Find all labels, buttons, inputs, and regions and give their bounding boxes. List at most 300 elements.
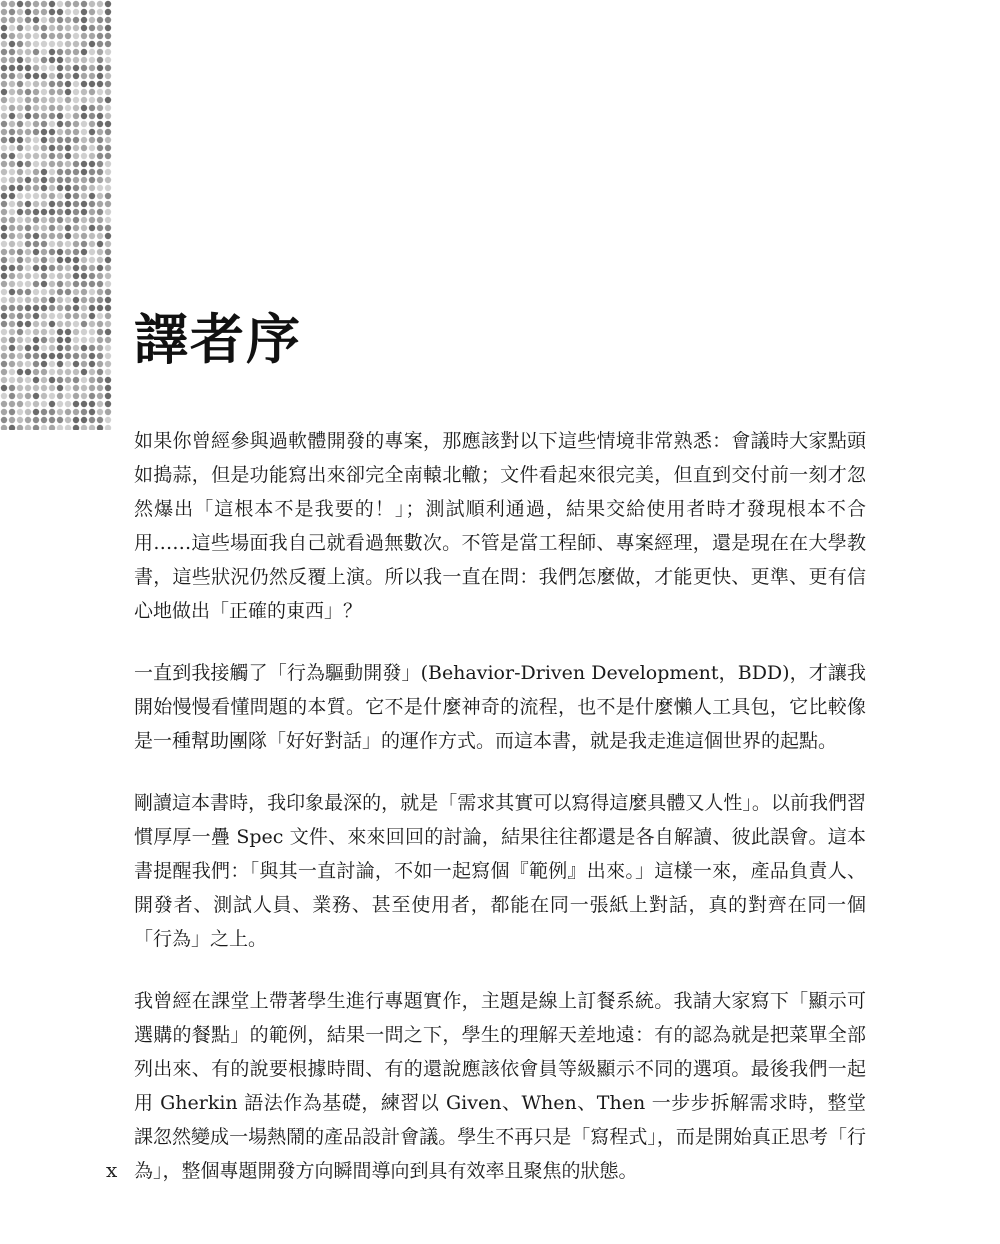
pattern-dot xyxy=(57,193,63,199)
pattern-dot xyxy=(49,209,55,215)
pattern-dot xyxy=(33,129,39,135)
pattern-dot xyxy=(33,9,39,15)
pattern-dot xyxy=(89,25,95,31)
pattern-dot xyxy=(41,145,47,151)
pattern-dot xyxy=(105,177,111,183)
pattern-dot xyxy=(17,209,23,215)
pattern-dot xyxy=(73,241,79,247)
pattern-dot xyxy=(73,49,79,55)
pattern-dot xyxy=(89,281,95,287)
pattern-dot xyxy=(41,329,47,335)
pattern-dot xyxy=(89,193,95,199)
pattern-dot xyxy=(25,25,31,31)
pattern-dot xyxy=(41,337,47,343)
pattern-dot xyxy=(49,217,55,223)
pattern-dot xyxy=(65,329,71,335)
pattern-dot xyxy=(17,409,23,415)
pattern-dot xyxy=(57,25,63,31)
pattern-dot xyxy=(17,401,23,407)
pattern-dot xyxy=(105,265,111,271)
pattern-dot xyxy=(41,401,47,407)
pattern-dot xyxy=(49,337,55,343)
pattern-dot xyxy=(57,313,63,319)
pattern-dot xyxy=(105,145,111,151)
pattern-dot xyxy=(65,257,71,263)
pattern-dot xyxy=(1,137,7,143)
pattern-dot xyxy=(81,1,87,7)
pattern-dot xyxy=(1,17,7,23)
pattern-dot xyxy=(65,9,71,15)
pattern-dot xyxy=(1,233,7,239)
pattern-dot xyxy=(33,145,39,151)
pattern-dot xyxy=(105,153,111,159)
pattern-dot xyxy=(1,73,7,79)
pattern-dot xyxy=(49,33,55,39)
pattern-dot xyxy=(49,145,55,151)
pattern-dot xyxy=(81,185,87,191)
pattern-dot xyxy=(73,73,79,79)
pattern-dot xyxy=(33,209,39,215)
pattern-dot xyxy=(73,89,79,95)
pattern-dot xyxy=(9,345,15,351)
pattern-dot xyxy=(33,409,39,415)
pattern-dot xyxy=(97,241,103,247)
pattern-dot xyxy=(1,313,7,319)
pattern-dot xyxy=(33,361,39,367)
pattern-dot xyxy=(33,57,39,63)
pattern-dot xyxy=(81,129,87,135)
pattern-dot xyxy=(65,417,71,423)
pattern-dot xyxy=(33,353,39,359)
pattern-dot xyxy=(57,409,63,415)
pattern-dot xyxy=(97,329,103,335)
pattern-dot xyxy=(89,209,95,215)
pattern-dot xyxy=(17,17,23,23)
pattern-dot xyxy=(1,65,7,71)
pattern-dot xyxy=(33,33,39,39)
pattern-dot xyxy=(89,385,95,391)
pattern-dot xyxy=(57,177,63,183)
pattern-dot xyxy=(17,265,23,271)
pattern-dot xyxy=(17,129,23,135)
pattern-dot xyxy=(57,201,63,207)
pattern-dot xyxy=(25,49,31,55)
pattern-dot xyxy=(89,33,95,39)
pattern-dot xyxy=(97,425,103,430)
pattern-dot xyxy=(105,73,111,79)
pattern-dot xyxy=(89,73,95,79)
pattern-dot xyxy=(33,273,39,279)
pattern-dot xyxy=(25,289,31,295)
pattern-dot xyxy=(41,273,47,279)
pattern-dot xyxy=(17,353,23,359)
pattern-dot xyxy=(17,73,23,79)
pattern-dot xyxy=(9,417,15,423)
pattern-dot xyxy=(81,385,87,391)
pattern-dot xyxy=(41,89,47,95)
pattern-dot xyxy=(89,177,95,183)
pattern-dot xyxy=(41,57,47,63)
pattern-dot xyxy=(65,41,71,47)
pattern-dot xyxy=(41,25,47,31)
pattern-dot xyxy=(97,33,103,39)
pattern-dot xyxy=(25,97,31,103)
pattern-dot xyxy=(1,169,7,175)
pattern-dot xyxy=(49,313,55,319)
pattern-dot xyxy=(33,113,39,119)
pattern-dot xyxy=(65,233,71,239)
pattern-dot xyxy=(73,345,79,351)
pattern-dot xyxy=(49,65,55,71)
pattern-dot xyxy=(17,9,23,15)
pattern-dot xyxy=(89,153,95,159)
pattern-dot xyxy=(9,121,15,127)
pattern-dot xyxy=(65,73,71,79)
pattern-dot xyxy=(65,193,71,199)
pattern-dot xyxy=(41,385,47,391)
pattern-dot xyxy=(89,417,95,423)
pattern-dot xyxy=(25,33,31,39)
paragraph-4: 我曾經在課堂上帶著學生進行專題實作，主題是線上訂餐系統。我請大家寫下「顯示可選購的餐點」的範例，結果一問之下，學生的理解天差地遠：有的認為就是把菜單全部列出來、有的說要根據時間、有的還說應該依會員等級顯示不同的選項。最後我們一起用 Gherkin 語法作為基礎，練習以 Given、When、Then 一步步拆解需求時，整堂課忽然變成一場熱鬧的產品設計會議。學生不再只是「寫程式」，而是開始真正思考「行為」，整個專題開發方向瞬間導向到具有效率且聚焦的狀態。 xyxy=(134,990,866,1182)
pattern-dot xyxy=(9,89,15,95)
pattern-dot xyxy=(25,57,31,63)
pattern-dot xyxy=(49,425,55,430)
pattern-dot xyxy=(73,145,79,151)
pattern-dot xyxy=(65,249,71,255)
pattern-dot xyxy=(17,89,23,95)
pattern-dot xyxy=(41,425,47,430)
pattern-dot xyxy=(49,345,55,351)
pattern-dot xyxy=(17,417,23,423)
pattern-dot xyxy=(1,121,7,127)
pattern-dot xyxy=(65,385,71,391)
pattern-dot xyxy=(25,353,31,359)
pattern-dot xyxy=(81,233,87,239)
pattern-dot xyxy=(9,257,15,263)
pattern-dot xyxy=(25,145,31,151)
pattern-dot xyxy=(25,305,31,311)
pattern-dot xyxy=(89,401,95,407)
pattern-dot xyxy=(9,313,15,319)
pattern-dot xyxy=(49,305,55,311)
pattern-dot xyxy=(105,313,111,319)
pattern-dot xyxy=(81,329,87,335)
pattern-dot xyxy=(1,129,7,135)
pattern-dot xyxy=(33,65,39,71)
pattern-dot xyxy=(17,201,23,207)
body-text xyxy=(134,424,866,1216)
pattern-dot xyxy=(41,33,47,39)
pattern-dot xyxy=(73,153,79,159)
pattern-dot xyxy=(9,177,15,183)
pattern-dot xyxy=(73,337,79,343)
pattern-dot xyxy=(1,281,7,287)
pattern-dot xyxy=(57,249,63,255)
pattern-dot xyxy=(9,25,15,31)
pattern-dot xyxy=(17,321,23,327)
pattern-dot xyxy=(1,57,7,63)
pattern-dot xyxy=(1,369,7,375)
pattern-dot xyxy=(73,257,79,263)
pattern-dot xyxy=(49,177,55,183)
pattern-dot xyxy=(25,417,31,423)
pattern-dot xyxy=(17,281,23,287)
pattern-dot xyxy=(41,17,47,23)
pattern-dot xyxy=(65,153,71,159)
pattern-dot xyxy=(89,185,95,191)
pattern-dot xyxy=(97,345,103,351)
pattern-dot xyxy=(81,169,87,175)
pattern-dot xyxy=(65,321,71,327)
pattern-dot xyxy=(25,1,31,7)
pattern-dot xyxy=(41,137,47,143)
pattern-dot xyxy=(41,161,47,167)
pattern-dot xyxy=(65,409,71,415)
pattern-dot xyxy=(73,377,79,383)
pattern-dot xyxy=(73,105,79,111)
pattern-dot xyxy=(9,217,15,223)
pattern-dot xyxy=(49,49,55,55)
pattern-dot xyxy=(97,121,103,127)
pattern-dot xyxy=(33,369,39,375)
pattern-dot xyxy=(57,273,63,279)
pattern-dot xyxy=(49,57,55,63)
pattern-dot xyxy=(41,265,47,271)
pattern-dot xyxy=(33,177,39,183)
pattern-dot xyxy=(33,225,39,231)
pattern-dot xyxy=(97,393,103,399)
pattern-dot xyxy=(17,297,23,303)
pattern-dot xyxy=(49,1,55,7)
pattern-dot xyxy=(73,233,79,239)
pattern-dot xyxy=(49,273,55,279)
pattern-dot xyxy=(81,393,87,399)
pattern-dot xyxy=(97,257,103,263)
pattern-dot xyxy=(17,97,23,103)
pattern-dot xyxy=(33,241,39,247)
pattern-dot xyxy=(97,185,103,191)
pattern-dot xyxy=(89,17,95,23)
pattern-dot xyxy=(89,409,95,415)
pattern-dot xyxy=(89,297,95,303)
pattern-dot xyxy=(1,185,7,191)
pattern-dot xyxy=(97,289,103,295)
pattern-dot xyxy=(97,105,103,111)
pattern-dot xyxy=(49,377,55,383)
pattern-dot xyxy=(73,289,79,295)
pattern-dot xyxy=(105,89,111,95)
pattern-dot xyxy=(25,153,31,159)
pattern-dot xyxy=(65,345,71,351)
pattern-dot xyxy=(57,281,63,287)
pattern-dot xyxy=(25,41,31,47)
pattern-dot xyxy=(17,273,23,279)
pattern-dot xyxy=(73,217,79,223)
pattern-dot xyxy=(9,377,15,383)
pattern-dot xyxy=(81,241,87,247)
pattern-dot xyxy=(57,401,63,407)
pattern-dot xyxy=(97,81,103,87)
pattern-dot xyxy=(17,217,23,223)
pattern-dot xyxy=(105,65,111,71)
pattern-dot xyxy=(1,249,7,255)
pattern-dot xyxy=(49,193,55,199)
pattern-dot xyxy=(41,193,47,199)
pattern-dot xyxy=(9,393,15,399)
pattern-dot xyxy=(73,393,79,399)
pattern-dot xyxy=(41,249,47,255)
pattern-dot xyxy=(25,329,31,335)
pattern-dot xyxy=(89,41,95,47)
pattern-dot xyxy=(105,225,111,231)
pattern-dot xyxy=(25,65,31,71)
pattern-dot xyxy=(73,137,79,143)
pattern-dot xyxy=(9,73,15,79)
pattern-dot xyxy=(1,417,7,423)
pattern-dot xyxy=(57,81,63,87)
pattern-dot xyxy=(9,233,15,239)
paragraph-1: 如果你曾經參與過軟體開發的專案，那應該對以下這些情境非常熟悉：會議時大家點頭如搗蒜，但是功能寫出來卻完全南轅北轍；文件看起來很完美，但直到交付前一刻才忽然爆出「這根本不是我要的！」；測試順利通過，結果交給使用者時才發現根本不合用……這些場面我自己就看過無數次。不管是當工程師、專案經理，還是現在在大學教書，這些狀況仍然反覆上演。所以我一直在問：我們怎麼做，才能更快、更準、更有信心地做出「正確的東西」？ xyxy=(134,430,866,622)
pattern-dot xyxy=(17,145,23,151)
pattern-dot xyxy=(33,297,39,303)
pattern-dot xyxy=(33,49,39,55)
pattern-dot xyxy=(105,33,111,39)
pattern-dot xyxy=(81,65,87,71)
pattern-dot xyxy=(17,377,23,383)
pattern-dot xyxy=(1,113,7,119)
pattern-dot xyxy=(17,305,23,311)
pattern-dot xyxy=(1,41,7,47)
pattern-dot xyxy=(9,193,15,199)
pattern-dot xyxy=(17,57,23,63)
pattern-dot xyxy=(97,169,103,175)
pattern-dot xyxy=(41,257,47,263)
pattern-dot xyxy=(105,281,111,287)
pattern-dot xyxy=(81,49,87,55)
pattern-dot xyxy=(81,113,87,119)
pattern-dot xyxy=(33,385,39,391)
pattern-dot xyxy=(65,161,71,167)
pattern-dot xyxy=(25,9,31,15)
pattern-dot xyxy=(17,425,23,430)
pattern-dot xyxy=(97,273,103,279)
pattern-dot xyxy=(65,145,71,151)
pattern-dot xyxy=(57,49,63,55)
pattern-dot xyxy=(49,241,55,247)
pattern-dot xyxy=(89,377,95,383)
pattern-dot xyxy=(9,329,15,335)
pattern-dot xyxy=(89,113,95,119)
pattern-dot xyxy=(33,321,39,327)
pattern-dot xyxy=(65,65,71,71)
pattern-dot xyxy=(105,217,111,223)
pattern-dot xyxy=(81,225,87,231)
pattern-dot xyxy=(9,201,15,207)
pattern-dot xyxy=(1,81,7,87)
pattern-dot xyxy=(65,49,71,55)
pattern-dot xyxy=(41,113,47,119)
pattern-dot xyxy=(9,145,15,151)
pattern-dot xyxy=(65,25,71,31)
pattern-dot xyxy=(33,153,39,159)
pattern-dot xyxy=(17,177,23,183)
pattern-dot xyxy=(81,17,87,23)
pattern-dot xyxy=(81,73,87,79)
pattern-dot xyxy=(25,73,31,79)
pattern-dot xyxy=(57,57,63,63)
pattern-dot xyxy=(105,233,111,239)
pattern-dot xyxy=(9,289,15,295)
pattern-dot xyxy=(81,289,87,295)
pattern-dot xyxy=(97,97,103,103)
pattern-dot xyxy=(97,49,103,55)
pattern-dot xyxy=(9,353,15,359)
pattern-dot xyxy=(41,9,47,15)
pattern-dot xyxy=(9,1,15,7)
pattern-dot xyxy=(89,361,95,367)
pattern-dot xyxy=(41,121,47,127)
pattern-dot xyxy=(65,401,71,407)
pattern-dot xyxy=(1,49,7,55)
pattern-dot xyxy=(57,321,63,327)
pattern-dot xyxy=(89,249,95,255)
pattern-dot xyxy=(41,377,47,383)
pattern-dot xyxy=(17,369,23,375)
pattern-dot xyxy=(105,401,111,407)
pattern-dot xyxy=(97,385,103,391)
pattern-dot xyxy=(57,33,63,39)
pattern-dot xyxy=(41,41,47,47)
pattern-dot xyxy=(105,257,111,263)
pattern-dot xyxy=(65,1,71,7)
pattern-dot xyxy=(65,241,71,247)
pattern-dot xyxy=(1,209,7,215)
pattern-dot xyxy=(41,313,47,319)
pattern-dot xyxy=(1,217,7,223)
pattern-dot xyxy=(57,241,63,247)
pattern-dot xyxy=(25,169,31,175)
pattern-dot xyxy=(81,401,87,407)
pattern-dot xyxy=(65,225,71,231)
pattern-dot xyxy=(65,297,71,303)
pattern-dot xyxy=(1,257,7,263)
pattern-dot xyxy=(1,193,7,199)
pattern-dot xyxy=(65,313,71,319)
pattern-dot xyxy=(49,233,55,239)
pattern-dot xyxy=(9,385,15,391)
pattern-dot xyxy=(89,425,95,430)
pattern-dot xyxy=(1,401,7,407)
pattern-dot xyxy=(49,257,55,263)
pattern-dot xyxy=(9,305,15,311)
pattern-dot xyxy=(9,241,15,247)
pattern-dot xyxy=(97,417,103,423)
pattern-dot xyxy=(105,185,111,191)
pattern-dot xyxy=(105,161,111,167)
pattern-dot xyxy=(49,121,55,127)
pattern-dot xyxy=(97,377,103,383)
pattern-dot xyxy=(33,121,39,127)
pattern-dot xyxy=(105,1,111,7)
pattern-dot xyxy=(73,425,79,430)
pattern-dot xyxy=(49,137,55,143)
pattern-dot xyxy=(105,273,111,279)
pattern-dot xyxy=(97,65,103,71)
pattern-dot xyxy=(17,289,23,295)
pattern-dot xyxy=(89,169,95,175)
pattern-dot xyxy=(81,273,87,279)
pattern-dot xyxy=(97,113,103,119)
